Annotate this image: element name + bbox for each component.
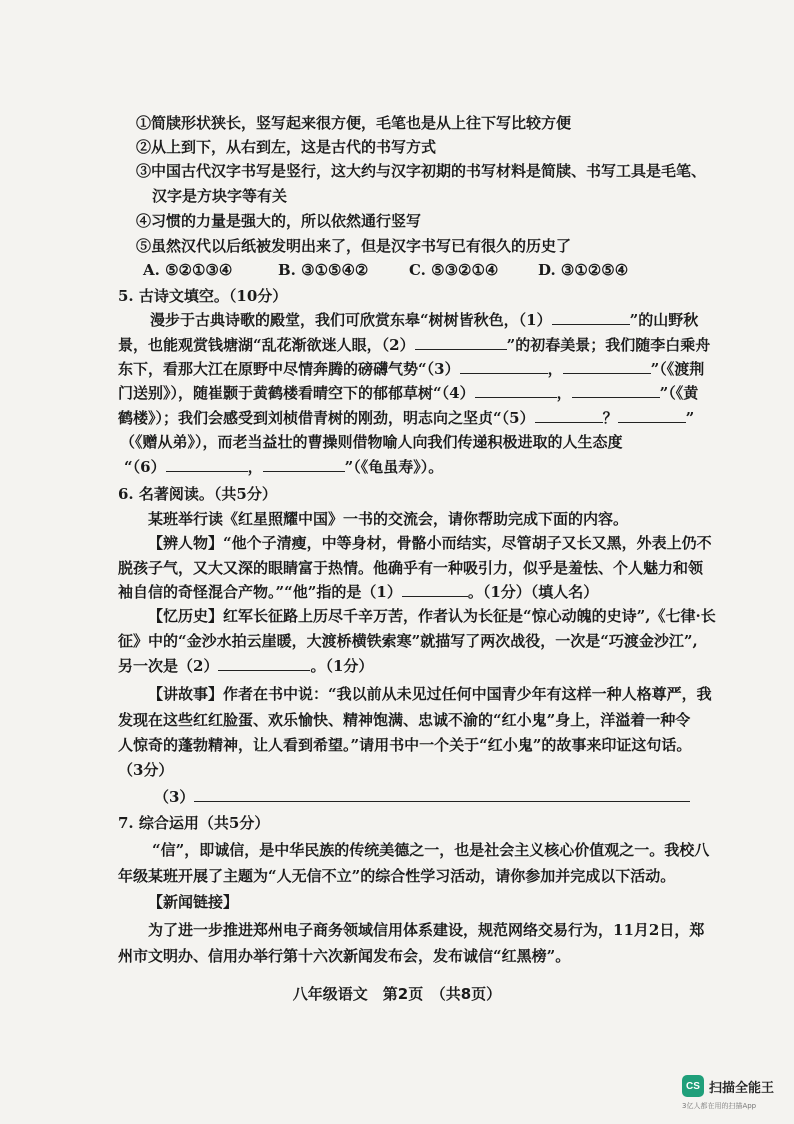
choice-c: C. ⑤③②①④: [409, 261, 499, 279]
q6-p3-line3: 人惊奇的蓬勃精神，让人看到希望。”请用书中一个关于“红小鬼”的故事来印证这句话。: [118, 736, 692, 754]
q5-line-7: “（6） ， ”（《龟虽寿》）。: [124, 458, 444, 476]
q5-line-3: 东下，看那大江在原野中尽情奔腾的磅礴气势“（3） ， ”（《渡荆: [118, 360, 705, 378]
blank-5a[interactable]: [535, 408, 603, 423]
blank-q6-1[interactable]: [402, 582, 468, 597]
option-5: ⑤虽然汉代以后纸被发明出来了，但是汉字书写已有很久的历史了: [136, 237, 572, 255]
q7-line-2: 年级某班开展了主题为“人无信不立”的综合性学习活动，请你参加并完成以下活动。: [118, 867, 676, 885]
q5-line-1: 漫步于古典诗歌的殿堂，我们可欣赏东皋“树树皆秋色，（1） ”的山野秋: [150, 311, 699, 329]
choice-b: B. ③①⑤④②: [278, 261, 369, 279]
blank-3b[interactable]: [563, 359, 651, 374]
camscanner-logo-icon: CS: [682, 1075, 704, 1097]
option-2: ②从上到下，从右到左，这是古代的书写方式: [136, 138, 437, 156]
blank-2[interactable]: [415, 335, 507, 350]
blank-6b[interactable]: [263, 457, 345, 472]
q5-line-5: 鹤楼》）；我们会感受到刘桢借青树的刚劲，明志向之坚贞“（5） ？ ”: [118, 409, 695, 427]
blank-4a[interactable]: [475, 383, 557, 398]
scanner-app-name: 扫描全能王: [709, 1080, 775, 1096]
page-footer: 八年级语文 第2页 （共8页）: [292, 985, 502, 1003]
q5-line-2: 景，也能观赏钱塘湖“乱花渐欲迷人眼，（2） ”的初春美景；我们随李白乘舟: [118, 336, 711, 354]
q7-heading: 7. 综合运用（共5分）: [118, 814, 270, 832]
q6-p3-answer: （3）: [154, 787, 690, 807]
blank-1[interactable]: [552, 310, 630, 325]
blank-3a[interactable]: [460, 359, 548, 374]
blank-4b[interactable]: [572, 383, 660, 398]
q7-news-label: 【新闻链接】: [148, 893, 239, 911]
blank-q6-2[interactable]: [218, 656, 310, 671]
q6-p2-line2: 征》中的“金沙水拍云崖暖，大渡桥横铁索寒”就描写了两次战役，一次是“巧渡金沙江”,: [118, 632, 698, 650]
q5-line-6: （《赠从弟》），而老当益壮的曹操则借物喻人向我们传递积极进取的人生态度: [120, 433, 623, 451]
option-3: ③中国古代汉字书写是竖行，这大约与汉字初期的书写材料是简牍、书写工具是毛笔、: [136, 162, 707, 180]
q6-p3-line4: （3分）: [118, 761, 174, 779]
blank-6a[interactable]: [166, 457, 248, 472]
q6-p3-line2: 发现在这些红红脸蛋、欢乐愉快、精神饱满、忠诚不渝的“红小鬼”身上，洋溢着一种令: [118, 711, 691, 729]
choice-a: A. ⑤②①③④: [143, 261, 233, 279]
q7-line-1: “信”，即诚信，是中华民族的传统美德之一，也是社会主义核心价值观之一。我校八: [152, 841, 710, 859]
choice-d: D. ③①②⑤④: [538, 261, 629, 279]
q6-p1-line1: 【辨人物】“他个子清瘦，中等身材，骨骼小而结实，尽管胡子又长又黑，外表上仍不: [148, 534, 712, 552]
q6-p1-line2: 脱孩子气，又大又深的眼睛富于热情。他确乎有一种吸引力，似乎是羞怯、个人魅力和领: [118, 559, 704, 577]
q6-heading: 6. 名著阅读。（共5分）: [118, 485, 277, 503]
blank-q6-3[interactable]: [194, 787, 690, 802]
q6-p2-line1: 【忆历史】红军长征路上历尽千辛万苦，作者认为长征是“惊心动魄的史诗”,《七律·长: [148, 607, 716, 625]
q5-line-4: 门送别》），随崔颢于黄鹤楼看晴空下的郁郁草树“（4） ， ”（《黄: [118, 384, 699, 402]
q6-intro: 某班举行读《红星照耀中国》一书的交流会，请你帮助完成下面的内容。: [148, 510, 629, 528]
q6-p2-line3: 另一次是（2） 。（1分）: [118, 657, 374, 675]
option-4: ④习惯的力量是强大的，所以依然通行竖写: [136, 212, 422, 230]
q6-p1-line3: 袖自信的奇怪混合产物。”“他”指的是（1） 。（1分）（填人名）: [118, 583, 599, 601]
scanner-tagline: 3亿人都在用的扫描App: [682, 1102, 757, 1110]
q6-p3-line1: 【讲故事】作者在书中说：“我以前从未见过任何中国青少年有这样一种人格尊严，我: [148, 685, 712, 703]
q7-line-4: 为了进一步推进郑州电子商务领域信用体系建设，规范网络交易行为，11月2日，郑: [148, 921, 705, 939]
q5-heading: 5. 古诗文填空。（10分）: [118, 287, 288, 305]
option-3-cont: 汉字是方块字等有关: [152, 187, 288, 205]
scanner-watermark: [682, 1075, 774, 1097]
blank-5b[interactable]: [618, 408, 686, 423]
q7-line-5: 州市文明办、信用办举行第十六次新闻发布会，发布诚信“红黑榜”。: [118, 947, 571, 965]
option-1: ①简牍形状狭长，竖写起来很方便，毛笔也是从上往下写比较方便: [136, 114, 572, 132]
